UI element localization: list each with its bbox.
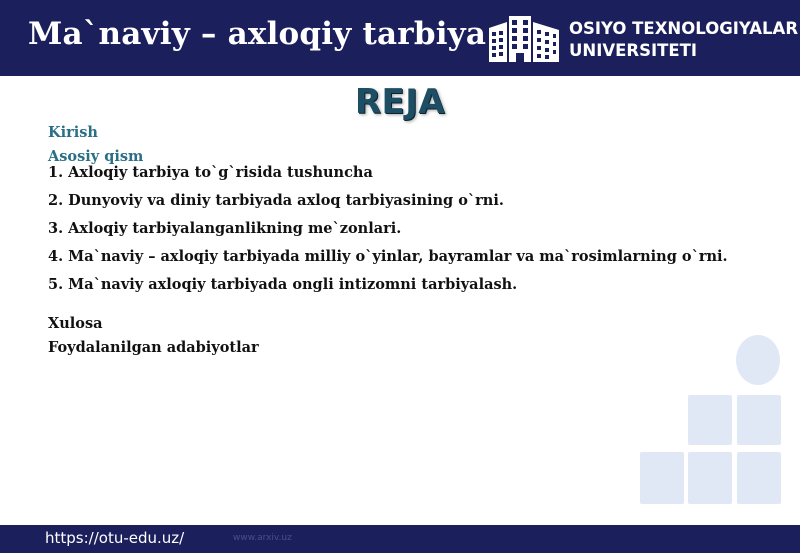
section-main-part: Asosiy qism bbox=[48, 148, 144, 165]
footer-watermark-text: www.arxiv.uz bbox=[233, 533, 292, 543]
section-references: Foydalanilgan adabiyotlar bbox=[48, 339, 259, 356]
university-building-icon bbox=[487, 14, 561, 64]
footer-url-link[interactable]: https://otu-edu.uz/ bbox=[45, 529, 185, 547]
footer-bar bbox=[0, 525, 800, 553]
university-name bbox=[569, 18, 798, 62]
header-bar bbox=[0, 0, 800, 76]
plan-item-3: 3. Axloqiy tarbiyalanganlikning me`zonlari. bbox=[48, 220, 402, 237]
plan-item-5: 5. Ma`naviy axloqiy tarbiyada ongli intizomni tarbiyalash. bbox=[48, 276, 518, 293]
university-name-line2: UNIVERSITETI bbox=[569, 41, 698, 60]
plan-item-4: 4. Ma`naviy – axloqiy tarbiyada milliy o`yinlar, bayramlar va ma`rosimlarning o`rni. bbox=[48, 248, 728, 265]
slide-title: REJA bbox=[354, 82, 446, 122]
section-intro: Kirish bbox=[48, 124, 98, 141]
plan-item-2: 2. Dunyoviy va diniy tarbiyada axloq tarbiyasining o`rni. bbox=[48, 192, 504, 209]
watermark-logo-icon bbox=[640, 335, 785, 507]
plan-item-1: 1. Axloqiy tarbiya to`g`risida tushuncha bbox=[48, 164, 373, 181]
university-name-line1: OSIYO TEXNOLOGIYALAR bbox=[569, 19, 799, 38]
section-conclusion: Xulosa bbox=[48, 315, 103, 332]
plan-list bbox=[48, 163, 728, 303]
slide-header-title: Ma`naviy – axloqiy tarbiya bbox=[28, 16, 487, 52]
